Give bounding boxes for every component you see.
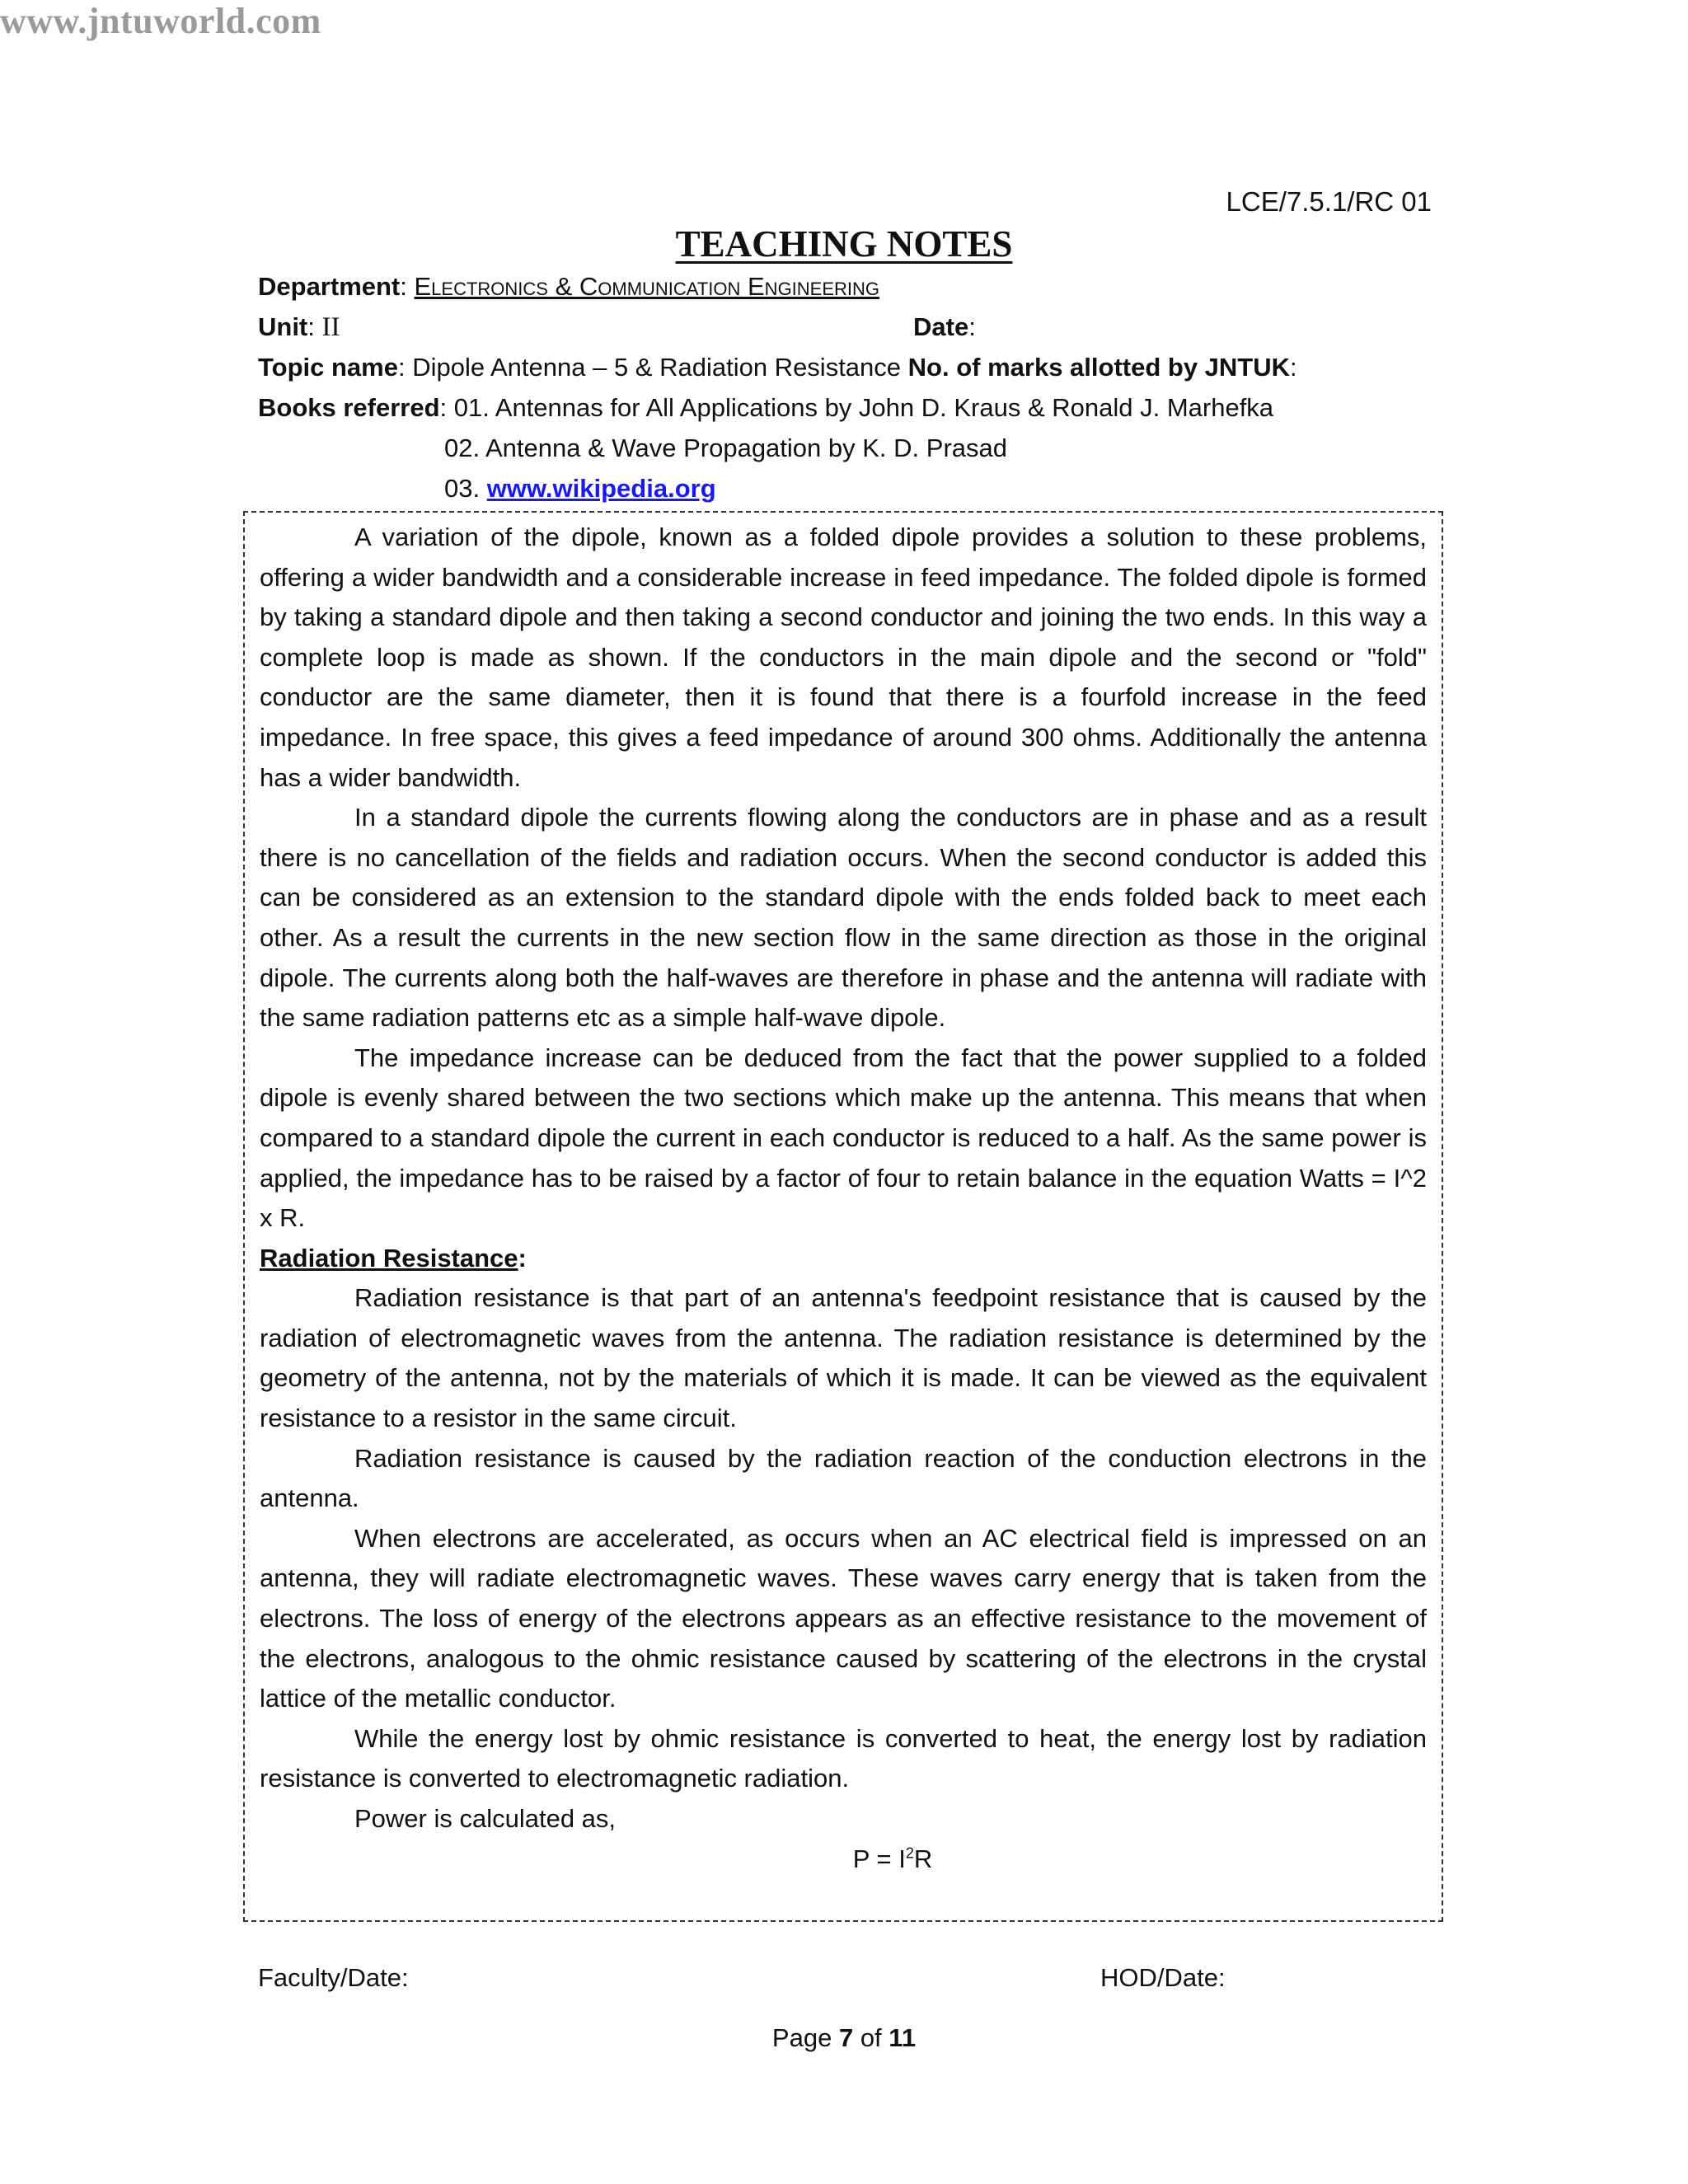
- unit-label: Unit: [258, 312, 308, 341]
- book-3-prefix: 03.: [444, 474, 481, 503]
- paragraph-power-intro: Power is calculated as,: [354, 1804, 617, 1833]
- formula-lhs: P = I: [852, 1844, 906, 1873]
- unit-row: Unit: II: [258, 312, 340, 342]
- unit-value: II: [321, 312, 340, 342]
- paragraph-standard-dipole: In a standard dipole the currents flowing along the conductors are in phase and as a result there is no cancellation of the fields and radiation occurs. When the second conductor is added this can be considered as an extension to the standard dipole with the ends folded back to meet each other. As a result the currents in the new section flow in the same direction as those in the original dipole. The currents along both the half-waves are therefore in phase and the antenna will radiate with the same radiation patterns etc as a simple half-wave dipole.: [260, 803, 1427, 1033]
- power-formula: [260, 1840, 1427, 1880]
- books-row: Books referred: 01. Antennas for All Applications by John D. Kraus & Ronald J. Marhefka: [258, 393, 1274, 422]
- date-label: Date: [913, 312, 969, 341]
- book-3-row: [444, 472, 716, 505]
- topic-value: Dipole Antenna – 5 & Radiation Resistance: [412, 353, 902, 382]
- department-row: Department: Electronics & Communication Engineering: [258, 272, 880, 301]
- books-label: Books referred: [258, 393, 440, 422]
- notes-body: [260, 518, 1427, 1879]
- notes-content-box: [243, 511, 1443, 1922]
- watermark: www.jntuworld.com: [0, 1, 321, 41]
- department-label: Department: [258, 272, 401, 301]
- paragraph-electron-acceleration: When electrons are accelerated, as occurs when an AC electrical field is impressed on an antenna, they will radiate electromagnetic waves. These waves carry energy that is taken from the electrons. The loss of energy of the electrons appears as an effective resistance to the movement of the electrons, analogous to the ohmic resistance caused by scattering of the electrons in the crystal lattice of the metallic conductor.: [260, 1523, 1427, 1713]
- topic-label: Topic name: [258, 353, 398, 382]
- paragraph-impedance-increase: The impedance increase can be deduced from the fact that the power supplied to a folded dipole is evenly shared between the two sections which make up the antenna. This means that when compared to a standard dipole the current in each conductor is reduced to a half. As the same power is applied, the impedance has to be raised by a factor of four to retain balance in the equation Watts = I^2 x R.: [260, 1043, 1427, 1233]
- paragraph-radiation-definition: Radiation resistance is that part of an antenna's feedpoint resistance that is caused by the radiation of electromagnetic waves from the antenna. The radiation resistance is determined by the geometry of the antenna, not by the materials of which it is made. It can be viewed as the equivalent resistance to a resistor in the same circuit.: [260, 1283, 1427, 1433]
- marks-label: No. of marks allotted by JNTUK: [907, 353, 1291, 382]
- paragraph-radiation-reaction: Radiation resistance is caused by the radiation reaction of the conduction electrons in the antenna.: [260, 1443, 1427, 1513]
- page-of: of: [860, 2023, 882, 2052]
- paragraph-energy-loss: While the energy lost by ohmic resistance is converted to heat, the energy lost by radiation resistance is converted to electromagnetic radiation.: [260, 1723, 1427, 1793]
- page-word: Page: [771, 2023, 832, 2052]
- document-code: LCE/7.5.1/RC 01: [1226, 186, 1432, 217]
- paragraph-folded-dipole: A variation of the dipole, known as a folded dipole provides a solution to these problems, offering a wider bandwidth and a considerable increase in feed impedance. The folded dipole is formed by taking a standard dipole and then taking a second conductor and joining the two ends. In this way a complete loop is made as shown. If the conductors in the main dipole and the second or "fold" conductor are the same diameter, then it is found that there is a fourfold increase in the feed impedance. In free space, this gives a feed impedance of around 300 ohms. Additionally the antenna has a wider bandwidth.: [260, 523, 1427, 792]
- heading-text: Radiation Resistance: [260, 1243, 518, 1272]
- hod-date-label: HOD/Date:: [1100, 1963, 1226, 1992]
- section-heading-radiation-resistance: Radiation Resistance:: [260, 1243, 527, 1272]
- page-current: 7: [838, 2023, 854, 2052]
- department-value: Electronics & Communication Engineering: [414, 272, 880, 301]
- wikipedia-link[interactable]: www.wikipedia.org: [486, 474, 716, 503]
- page-number: [0, 2023, 1688, 2053]
- date-row: Date:: [913, 312, 976, 341]
- topic-row: Topic name: Dipole Antenna – 5 & Radiation Resistance No. of marks allotted by JNTUK:: [258, 353, 1297, 382]
- book-1: 01. Antennas for All Applications by John D. Kraus & Ronald J. Marhefka: [453, 393, 1274, 422]
- page-total: 11: [889, 2023, 917, 2052]
- faculty-date-label: Faculty/Date:: [258, 1963, 409, 1992]
- page-title: TEACHING NOTES: [675, 223, 1013, 265]
- book-2: 02. Antenna & Wave Propagation by K. D. Prasad: [444, 434, 1007, 462]
- formula-exponent: 2: [905, 1844, 914, 1862]
- formula-rhs: R: [913, 1844, 933, 1873]
